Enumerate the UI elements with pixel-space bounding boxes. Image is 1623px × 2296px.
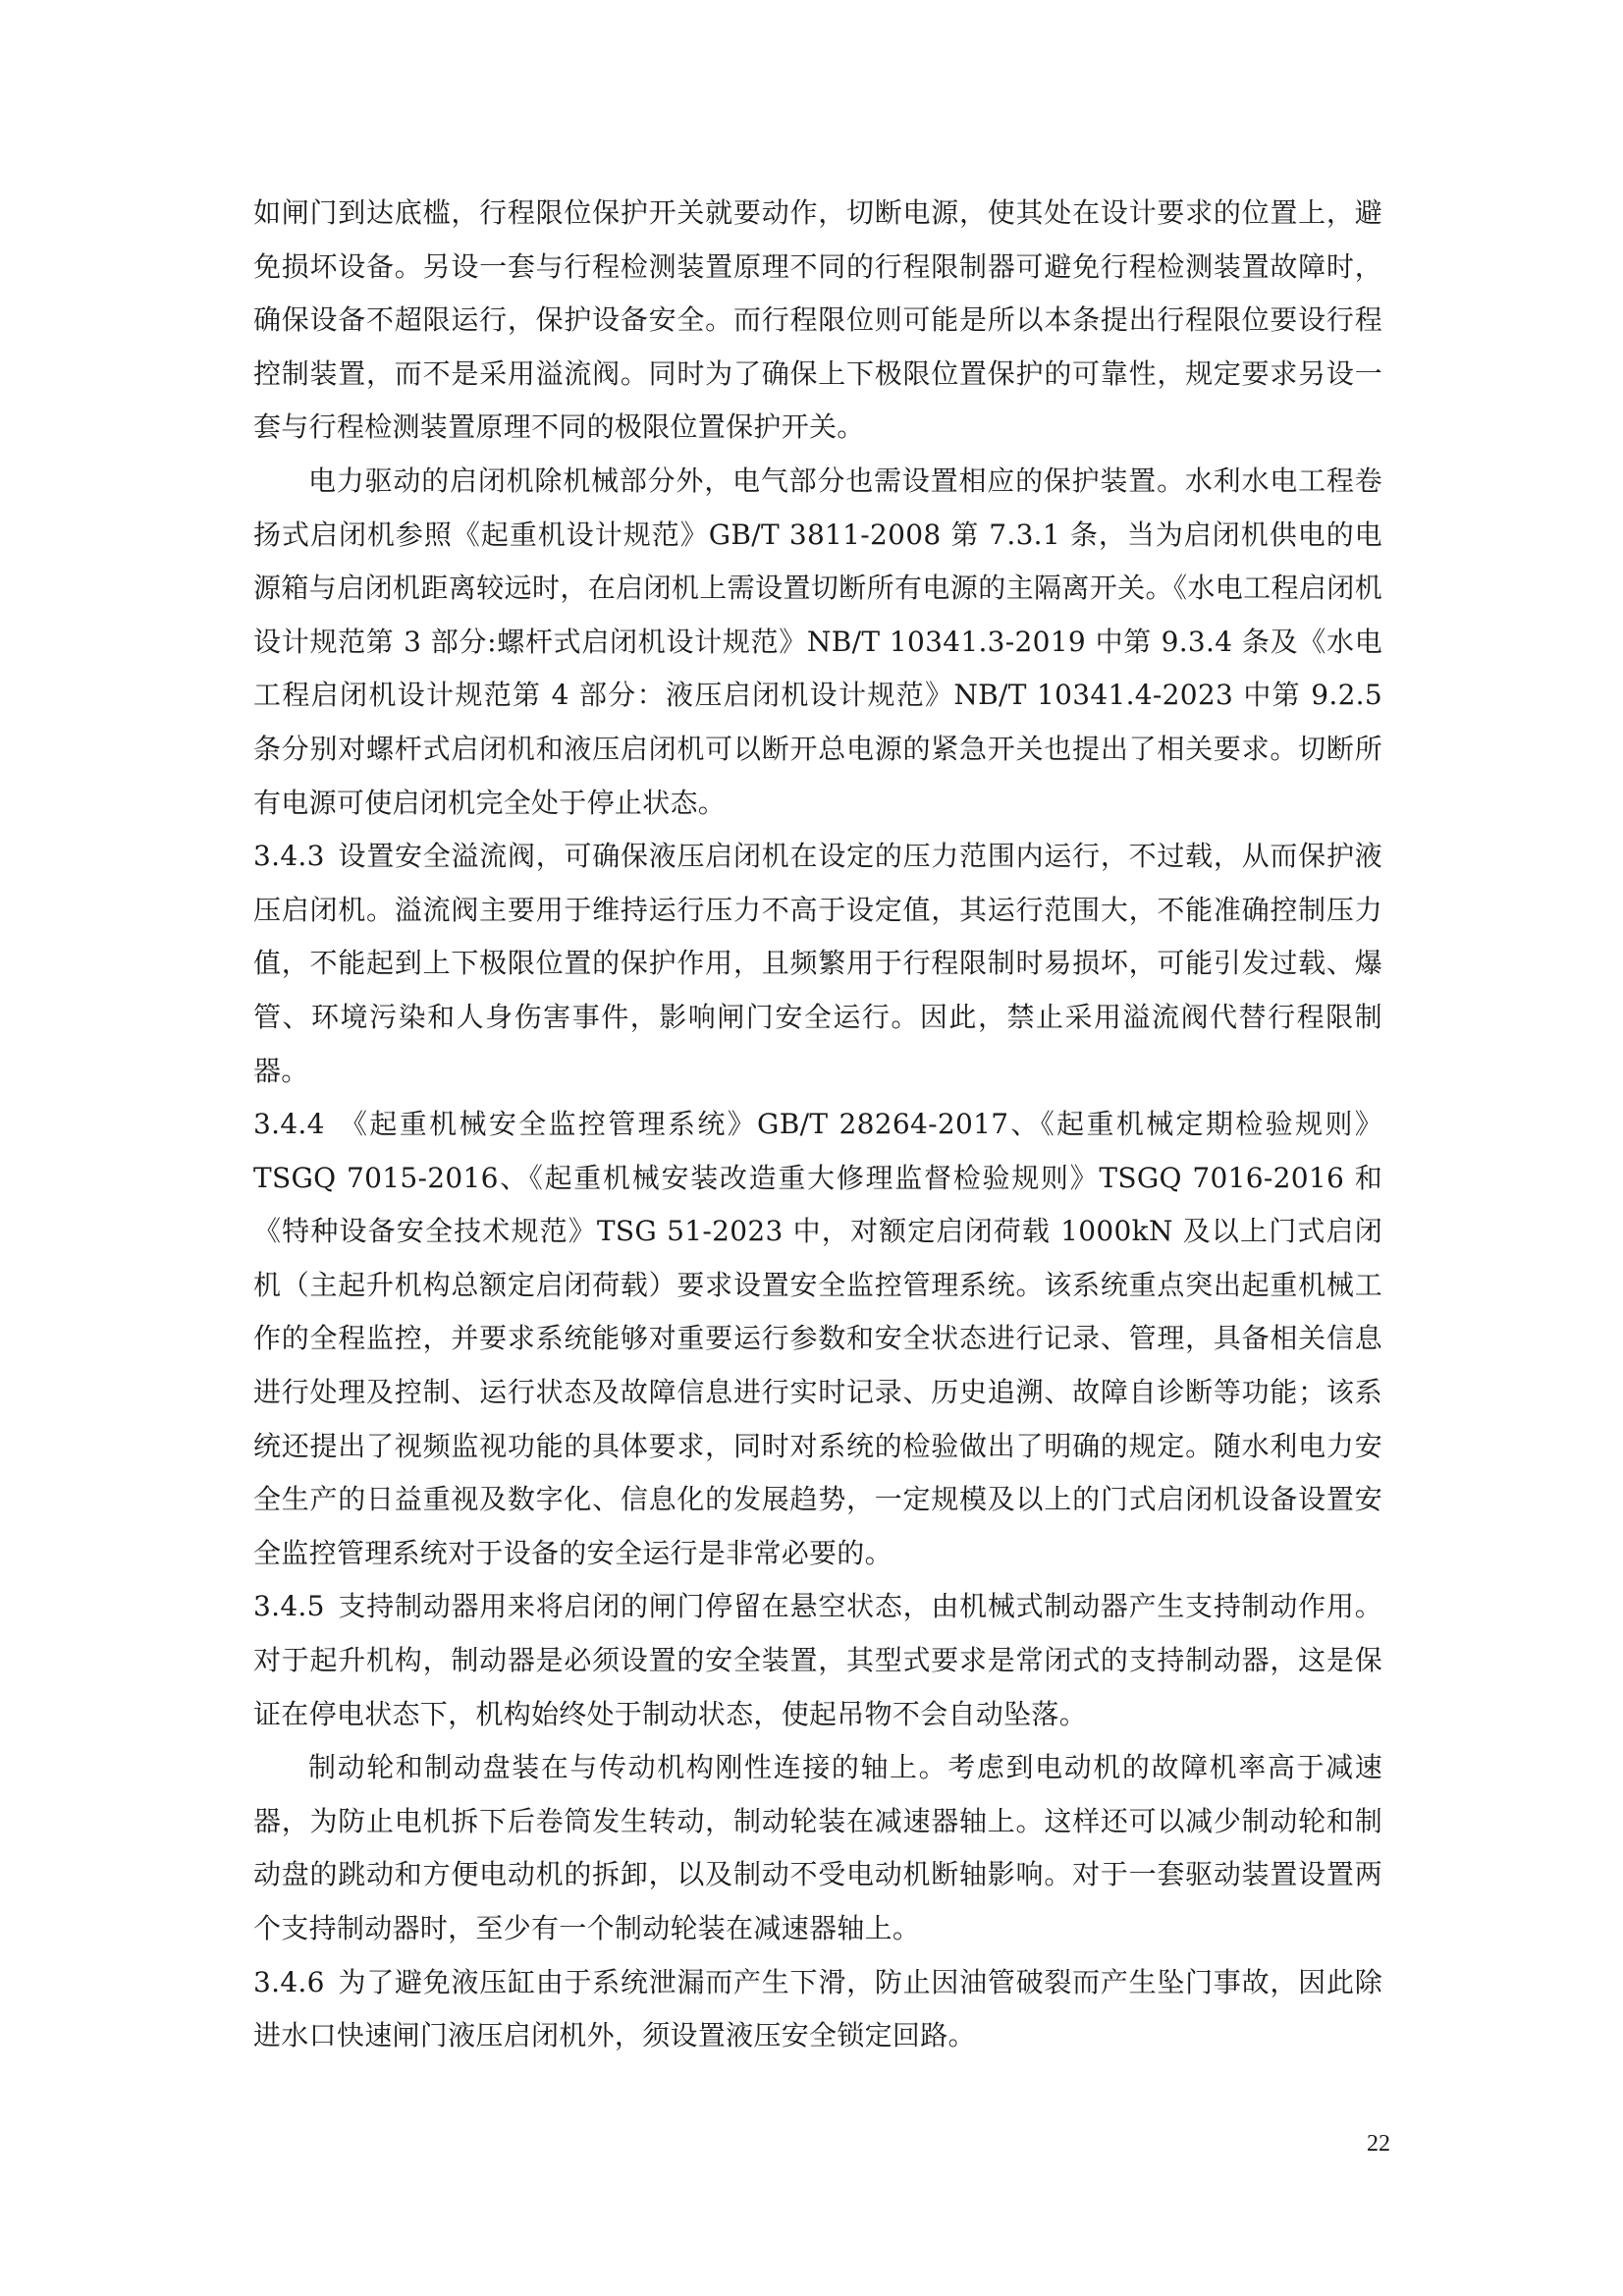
clause-text: 《起重机械安全监控管理系统》GB/T 28264-2017、《起重机械定期检验规则》TSGQ 7015-2016、《起重机械安装改造重大修理监督检验规则》TSGQ 7016-2016 和《特种设备安全技术规范》TSG 51-2023 中，对额定启闭荷载 1000kN 及以上门式启闭机（主起升机构总额定启闭荷载）要求设置安全监控管理系统。该系统重点突出起重机械工作的全程监控，并要求系统能够对重要运行参数和安全状态进行记录、管理，具备相关信息进行处理及控制、运行状态及故障信息进行实时记录、历史追溯、故障自诊断等功能；该系统还提出了视频监视功能的具体要求，同时对系统的检验做出了明确的规定。随水利电力安全生产的日益重视及数字化、信息化的发展趋势，一定规模及以上的门式启闭机设备设置安全监控管理系统对于设备的安全运行是非常必要的。 [253,1108,1382,1569]
clause-text: 为了避免液压缸由于系统泄漏而产生下滑，防止因油管破裂而产生坠门事故，因此除进水口快速闸门液压启闭机外，须设置液压安全锁定回路。 [253,1965,1382,2052]
paragraph-text: 制动轮和制动盘装在与传动机构刚性连接的轴上。考虑到电动机的故障机率高于减速器，为防止电机拆下后卷筒发生转动，制动轮装在减速器轴上。这样还可以减少制动轮和制动盘的跳动和方便电动机的拆卸，以及制动不受电动机断轴影响。对于一套驱动装置设置两个支持制动器时，至少有一个制动轮装在减速器轴上。 [253,1751,1382,1944]
clause-number: 3.4.5 [253,1590,325,1623]
clause-text: 设置安全溢流阀，可确保液压启闭机在设定的压力范围内运行，不过载，从而保护液压启闭机。溢流阀主要用于维持运行压力不高于设定值，其运行范围大，不能准确控制压力值，不能起到上下极限位置的保护作用，且频繁用于行程限制时易损坏，可能引发过载、爆管、环境污染和人身伤害事件，影响闸门安全运行。因此，禁止采用溢流阀代替行程限制器。 [253,840,1382,1087]
paragraph-brake-wheel [253,1741,1382,1955]
clause-3-4-5 [253,1580,1382,1741]
page-body [253,187,1382,2063]
paragraph-electrical-protection [253,455,1382,830]
clause-number: 3.4.6 [253,1965,325,1998]
paragraph-gate-limit-switch [253,187,1382,455]
clause-3-4-4 [253,1098,1382,1580]
clause-text: 支持制动器用来将启闭的闸门停留在悬空状态，由机械式制动器产生支持制动作用。对于起升机构，制动器是必须设置的安全装置，其型式要求是常闭式的支持制动器，这是保证在停电状态下，机构始终处于制动状态，使起吊物不会自动坠落。 [253,1590,1382,1730]
page-number: 22 [1367,2131,1390,2157]
clause-3-4-6 [253,1956,1382,2063]
paragraph-text: 电力驱动的启闭机除机械部分外，电气部分也需设置相应的保护装置。水利水电工程卷扬式启闭机参照《起重机设计规范》GB/T 3811-2008 第 7.3.1 条，当为启闭机供电的电源箱与启闭机距离较远时，在启闭机上需设置切断所有电源的主隔离开关。《水电工程启闭机设计规范第 3 部分:螺杆式启闭机设计规范》NB/T 10341.3-2019 中第 9.3.4 条及《水电工程启闭机设计规范第 4 部分：液压启闭机设计规范》NB/T 10341.4-2023 中第 9.2.5 条分别对螺杆式启闭机和液压启闭机可以断开总电源的紧急开关也提出了相关要求。切断所有电源可使启闭机完全处于停止状态。 [253,464,1382,819]
paragraph-text: 如闸门到达底槛，行程限位保护开关就要动作，切断电源，使其处在设计要求的位置上，避免损坏设备。另设一套与行程检测装置原理不同的行程限制器可避免行程检测装置故障时，确保设备不超限运行，保护设备安全。而行程限位则可能是所以本条提出行程限位要设行程控制装置，而不是采用溢流阀。同时为了确保上下极限位置保护的可靠性，规定要求另设一套与行程检测装置原理不同的极限位置保护开关。 [253,196,1382,444]
clause-number: 3.4.3 [253,840,325,873]
clause-3-4-3 [253,830,1382,1098]
clause-number: 3.4.4 [253,1108,325,1141]
